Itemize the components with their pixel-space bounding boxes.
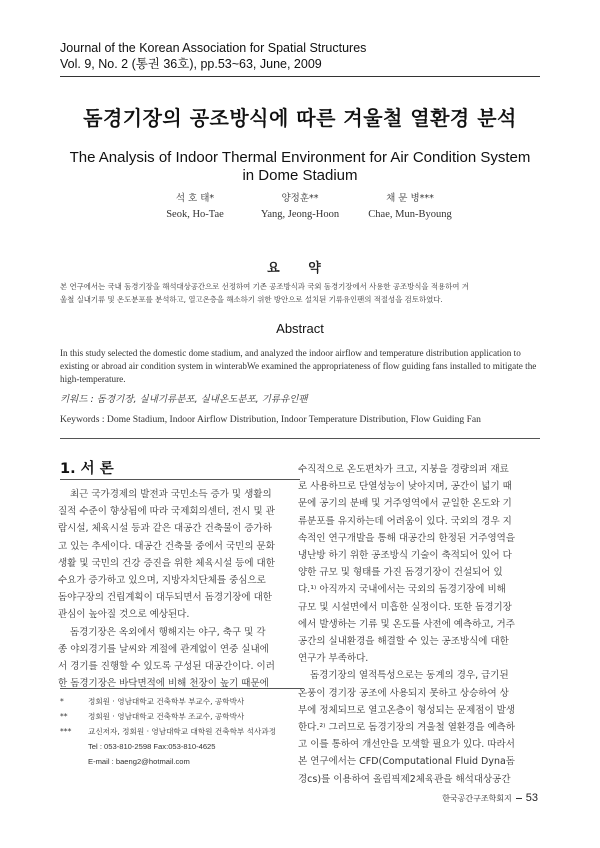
author-3-ko: 채 문 병*** — [386, 193, 434, 204]
title-english — [60, 149, 540, 185]
body-line: 속적인 연구개발을 통해 대공간의 한정된 거주영역을 — [298, 532, 515, 544]
body-line: 돔경기장은 옥외에서 행해지는 야구, 축구 및 각 — [70, 626, 266, 638]
abstract-heading: Abstract — [276, 321, 324, 336]
footnote-mark: * — [60, 697, 64, 706]
abstract-line-1: In this study selected the domestic dome stadium, and analyzed the indoor airflow and temperature distribution application to — [60, 348, 521, 358]
body-line: 돔야구장의 건립계획이 대두되면서 돔경기장에 대한 — [58, 592, 272, 604]
author-2-ko: 양정훈** — [281, 193, 319, 204]
body-line: 수직적으로 온도편차가 크고, 지붕을 경량의퍼 재료 — [298, 464, 509, 475]
body-line: 부에 정체되므로 열고온층이 형성되는 문제점이 발생 — [298, 704, 515, 716]
abstract-line-2: existing or abroad air condition system in winterabWe examined the appropriateness of flow guiding fans installed to mitigate the — [60, 361, 537, 371]
summary-heading: 요 약 — [267, 261, 333, 276]
body-line: 한 돔경기장은 바닥면적에 비해 천장이 높기 때문에 — [58, 678, 269, 690]
footnote-mark: *** — [60, 727, 72, 736]
body-line: 한다.²⁾ 그러므로 돔경기장의 겨울철 열환경을 예측하 — [298, 722, 515, 734]
body-line: 경cs)를 이용하여 올림픽제2체육관을 해석대상공간 — [298, 773, 511, 785]
title-korean: 돔경기장의 공조방식에 따른 겨울철 열환경 분석 — [83, 106, 517, 130]
body-line: 람시설, 체육시설 등과 같은 대공간 건축물이 증가하 — [58, 523, 272, 535]
keywords-english: Keywords : Dome Stadium, Indoor Airflow Distribution, Indoor Temperature Distribution, Flow Guiding Fan — [60, 414, 481, 425]
keywords-korean: 키워드 : 돔경기장, 실내기류분포, 실내온도분포, 기류유인팬 — [60, 394, 308, 405]
footnotes — [60, 694, 276, 769]
body-line: 에서 발생하는 기류 및 온도를 사전에 예측하고, 거주 — [298, 618, 515, 630]
footnote-text: 정회원 · 영남대학교 건축학부 부교수, 공학박사 — [88, 697, 245, 706]
body-line: 다.¹⁾ 아직까지 국내에서는 국외의 돔경기장에 비해 — [298, 584, 506, 596]
footnote-1 — [60, 694, 276, 709]
footnote-mark: ** — [60, 712, 68, 721]
body-line: 온풍이 경기장 공조에 사용되지 못하고 상승하여 상 — [298, 687, 509, 699]
body-line: 종 야외경기를 날씨와 계절에 관계없이 연중 실내에 — [58, 643, 269, 655]
body-line: 질적 수준이 향상됨에 따라 국제회의센터, 전시 및 관 — [58, 506, 275, 518]
body-line: 고 있는 추세이다. 대공간 건축물 중에서 국민의 문화 — [58, 540, 275, 552]
body-line: 연구가 부족하다. — [298, 653, 369, 665]
body-line: 돔경기장의 열적특성으로는 동계의 경우, 급기된 — [310, 670, 509, 682]
author-1-ko: 석 호 태* — [175, 193, 215, 204]
body-line: 최근 국가경제의 발전과 국민소득 증가 및 생활의 — [70, 489, 272, 500]
footnote-2 — [60, 709, 276, 724]
body-line: 양한 규모 및 형태를 가진 돔경기장이 건설되어 있 — [298, 567, 503, 579]
title-english-line-1: The Analysis of Indoor Thermal Environment for Air Condition System — [69, 149, 531, 166]
journal-header — [60, 40, 366, 72]
body-line: 로 사용하므로 단열성능이 낮아지며, 공간이 넓기 때 — [298, 481, 512, 493]
footnote-text: 정회원 · 영남대학교 건축학부 조교수, 공학박사 — [88, 712, 245, 721]
body-line: 수요가 증가하고 있으며, 지방자치단체를 중심으로 — [58, 575, 266, 587]
body-line: 냉난방 하기 위한 공조방식 기술이 축적되어 있어 다 — [298, 550, 512, 562]
section-1-rule — [60, 479, 300, 480]
footnote-3 — [60, 724, 276, 739]
author-3 — [330, 191, 490, 223]
body-line: 류분포를 유지하는데 어려움이 있다. 국외의 경우 지 — [298, 515, 512, 527]
author-3-en: Chae, Mun-Byoung — [368, 209, 452, 220]
footer-dash — [516, 798, 522, 799]
contact-email: E-mail : baeng2@hotmail.com — [88, 757, 190, 766]
summary-line-2: 울철 실내기류 및 온도분포를 분석하고, 열고온층을 해소하기 위한 방안으로 설치된 기류유인팬의 적절성을 검토하였다. — [60, 295, 443, 304]
body-line: 관심이 높아질 것으로 예상된다. — [58, 609, 190, 621]
body-line: 본 연구에서는 CFD(Computational Fluid Dyna돔 — [298, 756, 515, 768]
body-line: 서 경기를 진행할 수 있도록 구성된 대공간이다. 이러 — [58, 661, 275, 673]
keywords-rule — [60, 438, 540, 439]
section-1-title: 1. 서 론 — [60, 461, 114, 477]
journal-volume: Vol. 9, No. 2 (통권 36호), pp.53~63, June, 2009 — [60, 57, 322, 71]
body-left-column — [58, 486, 302, 692]
body-line: 공간의 실내환경을 해결할 수 있는 공조방식에 대한 — [298, 636, 509, 648]
abstract-english — [60, 347, 540, 386]
body-line: 문에 공기의 분배 및 거주영역에서 균일한 온도와 기 — [298, 498, 512, 510]
summary-korean — [60, 280, 540, 306]
title-english-line-2: in Dome Stadium — [242, 167, 358, 184]
abstract-line-3: high-temperature. — [60, 374, 126, 384]
footnote-text: 교신저자, 정회원 · 영남대학교 대학원 건축학부 석사과정 — [88, 727, 277, 736]
summary-line-1: 본 연구에서는 국내 돔경기장을 해석대상공간으로 선정하여 기존 공조방식과 국외 돔경기장에서 사용한 공조방식을 적용하여 겨 — [60, 282, 469, 291]
author-1-en: Seok, Ho-Tae — [166, 209, 224, 220]
header-rule — [60, 76, 540, 77]
body-line: 규모 및 시설면에서 미흡한 실정이다. 또한 돔경기장 — [298, 601, 512, 613]
body-line: 생활 및 국민의 건강 증진을 위한 체육시설 등에 대한 — [58, 557, 275, 569]
journal-name: Journal of the Korean Association for Spatial Structures — [60, 41, 367, 55]
footnote-rule — [60, 688, 304, 689]
contact-phone: Tel : 053-810-2598 Fax:053-810-4625 — [88, 742, 216, 751]
page-footer — [442, 792, 538, 804]
page-number: 53 — [525, 792, 538, 804]
body-right-column — [298, 461, 542, 788]
body-line: 고 이를 통하여 개선안을 모색할 필요가 있다. 따라서 — [298, 739, 515, 751]
footer-journal-name: 한국공간구조학회지 — [442, 793, 512, 803]
author-2-en: Yang, Jeong-Hoon — [260, 209, 340, 220]
